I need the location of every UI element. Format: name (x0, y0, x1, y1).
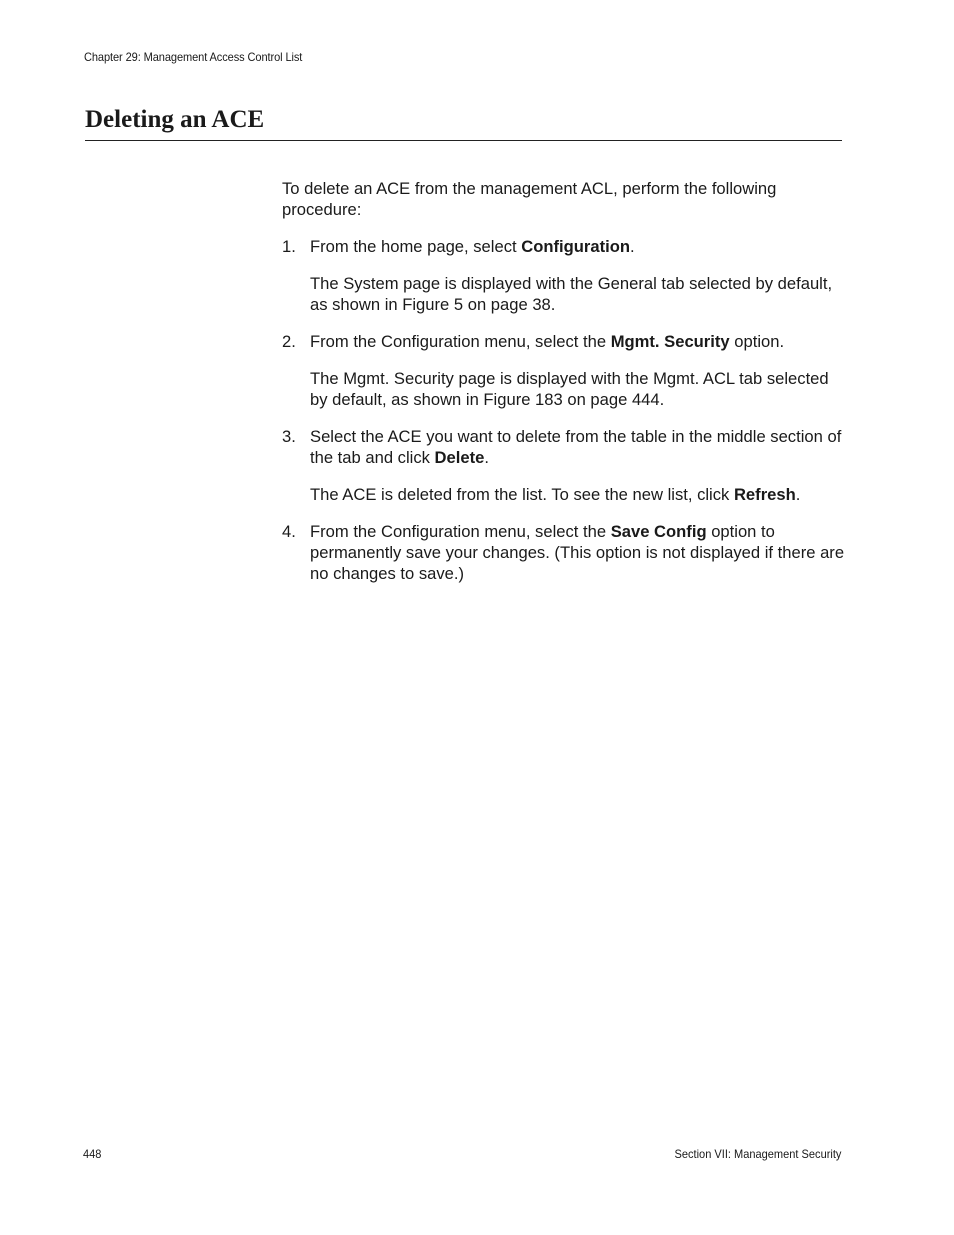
page-title: Deleting an ACE (85, 106, 265, 133)
footer-section: Section VII: Management Security (674, 1147, 841, 1161)
ui-term: Delete (434, 448, 485, 467)
step-1 (282, 236, 848, 315)
step-result: The System page is displayed with the General tab selected by default, as shown in Figure 5 on page 38. (310, 274, 833, 314)
ui-term: Configuration (521, 237, 630, 256)
step-instruction: From the home page, select Configuration. (310, 237, 635, 256)
step-number: 1. (282, 237, 296, 256)
intro-paragraph: To delete an ACE from the management ACL, perform the following procedure: (282, 179, 777, 219)
step-number: 2. (282, 332, 296, 351)
running-header: Chapter 29: Management Access Control List (84, 50, 303, 64)
ui-term: Mgmt. Security (610, 332, 730, 351)
page-number: 448 (83, 1147, 102, 1161)
step-instruction: From the Configuration menu, select the Save Config option to permanently save your changes. (This option is not displayed if there are no changes to save.) (310, 522, 845, 583)
step-number: 3. (282, 427, 296, 446)
step-instruction: From the Configuration menu, select the Mgmt. Security option. (310, 332, 785, 351)
step-2 (282, 331, 848, 410)
procedure-body (282, 178, 848, 600)
ui-term: Refresh (733, 485, 796, 504)
step-number: 4. (282, 522, 296, 541)
ui-term: Save Config (610, 522, 707, 541)
title-rule (85, 140, 842, 141)
step-result: The Mgmt. Security page is displayed with the Mgmt. ACL tab selected by default, as shown in Figure 183 on page 444. (310, 369, 829, 409)
step-4 (282, 521, 848, 584)
step-3 (282, 426, 848, 505)
step-result: The ACE is deleted from the list. To see the new list, click Refresh. (310, 485, 801, 504)
step-instruction: Select the ACE you want to delete from the table in the middle section of the tab and click Delete. (310, 427, 842, 467)
